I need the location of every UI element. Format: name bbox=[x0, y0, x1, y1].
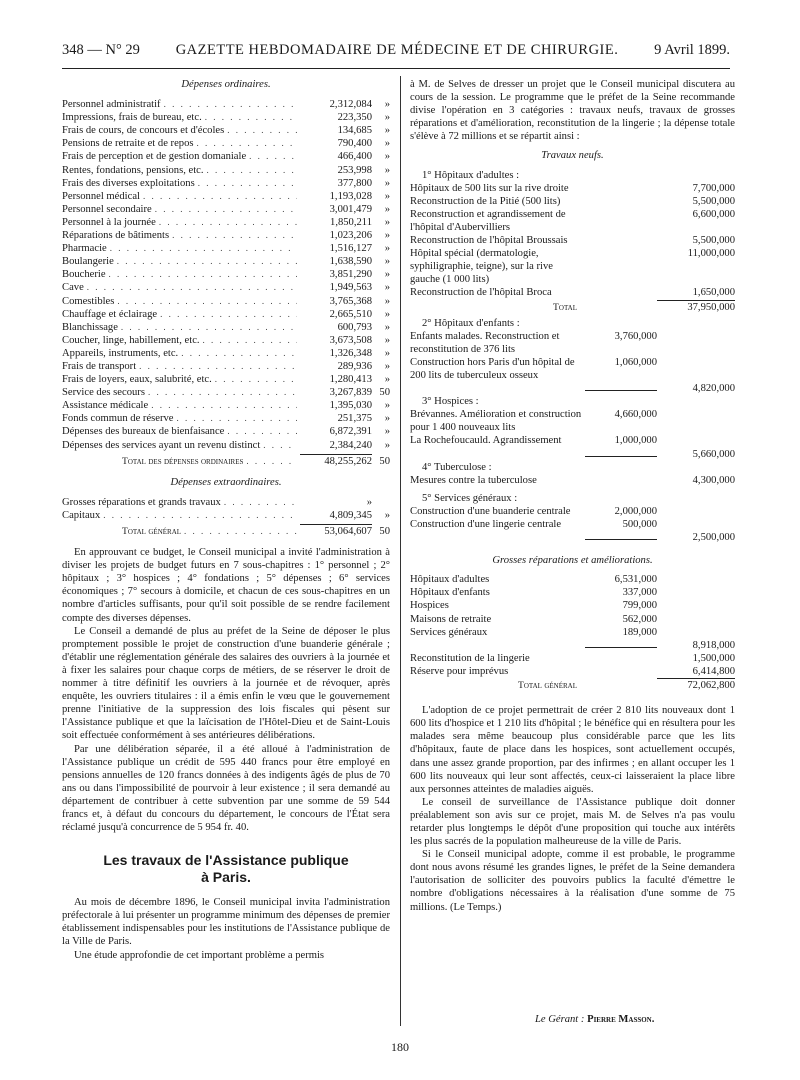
article-title-line2: à Paris. bbox=[201, 869, 251, 886]
works-row bbox=[410, 665, 735, 678]
leader-dots bbox=[160, 308, 297, 321]
ledger-row bbox=[62, 373, 390, 386]
ledger-unit: » bbox=[384, 321, 390, 333]
leader-dots bbox=[177, 412, 297, 425]
leader-dots bbox=[121, 321, 297, 334]
ledger-row bbox=[62, 137, 390, 150]
ledger-unit: 50 bbox=[379, 387, 390, 399]
works-row bbox=[410, 234, 735, 247]
works-row bbox=[410, 599, 735, 612]
ledger-value: 1,516,127 bbox=[329, 243, 372, 255]
ledger-label: Frais de perception et de gestion domaniale bbox=[62, 151, 247, 163]
leader-dots bbox=[181, 347, 297, 360]
ordinary-total-label: Total des dépenses ordinaires bbox=[122, 455, 244, 467]
leader-dots bbox=[159, 216, 297, 229]
works-row bbox=[410, 652, 735, 665]
ledger-unit: » bbox=[384, 439, 390, 451]
works-label: Mesures contre la tuberculose bbox=[410, 474, 537, 486]
works-label: La Rochefoucauld. Agrandissement bbox=[410, 435, 562, 447]
ledger-label: Capitaux bbox=[62, 509, 101, 521]
ledger-label: Boulangerie bbox=[62, 256, 114, 268]
paragraph: Par une délibération séparée, il a été alloué à l'administration de l'Assistance publique un crédit de 595 440 francs pour être employé en pensions annuelles de 120 francs données à des indigents âgés de plus de 70 ans ou dans l'impossibilité de pourvoir à leur existence ; il sera demandé au département de contribuer à cette subvention par une somme de 59 544 francs et, à défaut du concours du département, le concours de l'État sera réclamé jusqu'à concurrence de 5 954 fr. 40. bbox=[62, 743, 390, 834]
grand-total-label: Total général bbox=[122, 526, 182, 537]
ledger-value: 3,673,508 bbox=[329, 334, 372, 346]
ledger-unit: » bbox=[384, 243, 390, 255]
ledger-value: 3,001,479 bbox=[329, 203, 372, 215]
leader-dots bbox=[227, 425, 297, 438]
paragraph: Le conseil de surveillance de l'Assistance publique doit donner préalablement son avis sur ce projet, mais M. de Selves n'a pas voulu retarder plus longtemps le dépôt d'une proposition qui touche aux intérêts les plus sacrés de la population malheureuse de la ville de Paris. bbox=[410, 796, 735, 848]
leader-dots bbox=[155, 203, 297, 216]
group1-total-value: 37,950,000 bbox=[657, 300, 735, 314]
ledger-row bbox=[62, 98, 390, 111]
works-row bbox=[410, 195, 735, 208]
page-number: 348 — N° 29 bbox=[62, 42, 140, 58]
leader-dots bbox=[103, 509, 297, 522]
ledger-row bbox=[62, 334, 390, 347]
works-label: Hôpitaux d'adultes bbox=[410, 574, 490, 586]
ledger-value: 466,400 bbox=[337, 151, 372, 163]
ledger-unit: » bbox=[384, 374, 390, 386]
ledger-row bbox=[62, 124, 390, 137]
article-title bbox=[62, 852, 390, 886]
ledger-row bbox=[62, 164, 390, 177]
extraordinary-expenses-table bbox=[62, 496, 390, 522]
ledger-label: Personnel à la journée bbox=[62, 216, 156, 228]
ordinary-expenses-table bbox=[62, 98, 390, 452]
ledger-unit: » bbox=[384, 360, 390, 372]
ledger-unit: » bbox=[384, 203, 390, 215]
ledger-unit: » bbox=[384, 334, 390, 346]
leader-dots bbox=[263, 439, 297, 452]
ledger-label: Dépenses des services ayant un revenu distinct bbox=[62, 439, 261, 451]
ledger-label: Coucher, linge, habillement, etc. bbox=[62, 334, 200, 346]
ledger-row bbox=[62, 347, 390, 360]
works-label: Hôpital spécial (dermatologie, syphiligraphie, teigne), sur la rive gauche (1 000 lits) bbox=[410, 248, 553, 286]
ledger-unit: » bbox=[384, 151, 390, 163]
works-value: 1,500,000 bbox=[692, 652, 735, 664]
leader-dots bbox=[117, 295, 297, 308]
ledger-label: Impressions, frais de bureau, etc. bbox=[62, 112, 202, 124]
ledger-unit: » bbox=[384, 138, 390, 150]
column-divider bbox=[400, 76, 401, 1026]
works-label: Enfants malades. Reconstruction et reconstitution de 376 lits bbox=[410, 330, 560, 355]
ledger-label: Service des secours bbox=[62, 387, 145, 399]
group1-total-row bbox=[410, 300, 735, 314]
group1-total-label: Total bbox=[553, 301, 577, 313]
ledger-row bbox=[62, 216, 390, 229]
group4-table bbox=[410, 474, 735, 487]
group1-table bbox=[410, 182, 735, 300]
works-label: Hôpitaux d'enfants bbox=[410, 587, 490, 599]
ledger-value: 4,809,345 bbox=[329, 509, 372, 521]
ledger-label: Blanchissage bbox=[62, 321, 118, 333]
repairs-table bbox=[410, 573, 735, 638]
ledger-row bbox=[62, 111, 390, 124]
works-value: 3,760,000 bbox=[614, 330, 657, 342]
works-value: 1,650,000 bbox=[692, 287, 735, 299]
group3-table bbox=[410, 408, 735, 447]
ledger-label: Boucherie bbox=[62, 269, 106, 281]
ledger-label: Frais des diverses exploitations bbox=[62, 177, 195, 189]
works-label: Réserve pour imprévus bbox=[410, 665, 509, 677]
works-label: Reconstruction de l'hôpital Broca bbox=[410, 287, 552, 299]
signature-prefix: Le Gérant : bbox=[535, 1014, 585, 1025]
works-label: Hôpitaux de 500 lits sur la rive droite bbox=[410, 182, 569, 194]
ordinary-total-unit: 50 bbox=[379, 455, 390, 467]
ledger-value: 1,023,206 bbox=[329, 230, 372, 242]
group5-table bbox=[410, 505, 735, 531]
works-value: 337,000 bbox=[622, 587, 657, 599]
left-body-text bbox=[62, 546, 390, 834]
signature bbox=[535, 1014, 654, 1025]
grand-total-value: 53,064,607 bbox=[300, 524, 372, 538]
ledger-unit: » bbox=[384, 413, 390, 425]
new-works-title: Travaux neufs. bbox=[541, 150, 604, 162]
ledger-unit: » bbox=[384, 164, 390, 176]
right-body-text bbox=[410, 704, 735, 914]
ledger-value: 1,638,590 bbox=[329, 256, 372, 268]
leader-dots bbox=[246, 455, 297, 468]
ledger-label: Fonds commun de réserve bbox=[62, 413, 174, 425]
leader-dots bbox=[197, 137, 298, 150]
ledger-unit: » bbox=[384, 426, 390, 438]
ledger-label: Personnel médical bbox=[62, 190, 140, 202]
ledger-unit: » bbox=[384, 400, 390, 412]
ledger-label: Pharmacie bbox=[62, 243, 107, 255]
ledger-label: Pensions de retraite et de repos bbox=[62, 138, 194, 150]
works-row bbox=[410, 474, 735, 487]
ledger-label: Chauffage et éclairage bbox=[62, 308, 158, 320]
ledger-row bbox=[62, 229, 390, 242]
ledger-unit: » bbox=[384, 190, 390, 202]
group2-title: 2° Hôpitaux d'enfants : bbox=[422, 317, 520, 329]
ledger-value: 1,850,211 bbox=[330, 216, 372, 228]
group2-total-row bbox=[410, 382, 735, 395]
ledger-unit: » bbox=[384, 282, 390, 294]
ledger-unit: » bbox=[384, 177, 390, 189]
paragraph: Le Conseil a demandé de plus au préfet de la Seine de déposer le plus promptement possible le projet de construction d'une buanderie générale ; d'établir une réglementation générale des salaires des ouvriers à la journée et à fixer les salaires pour chaque corps de métiers, de se réserver le droit de nommer à titre définitif les ouvriers à la journée et de révoquer, après enquête, les ouvriers titulaires : il a émis enfin le vœu que le gouvernement prenne l'initiative de la suppression des lois fiscales qui pèsent sur l'Assistance publique et que la laïcisation de l'Hôtel-Dieu et de Saint-Louis soit effectuée conformément à ses antérieures délibérations. bbox=[62, 625, 390, 742]
leader-dots bbox=[184, 525, 297, 538]
ledger-value: 790,400 bbox=[337, 138, 372, 150]
group3-title: 3° Hospices : bbox=[422, 396, 479, 408]
ledger-row bbox=[62, 203, 390, 216]
works-label: Hospices bbox=[410, 600, 449, 612]
works-row bbox=[410, 208, 735, 234]
works-label: Reconstruction de la Pitié (500 lits) bbox=[410, 195, 561, 207]
ledger-label: Comestibles bbox=[62, 295, 115, 307]
works-label: Brévannes. Amélioration et construction pour 1 400 nouveaux lits bbox=[410, 409, 582, 434]
works-value: 189,000 bbox=[622, 626, 657, 638]
repairs-total-value: 72,062,800 bbox=[657, 678, 735, 692]
ledger-row bbox=[62, 412, 390, 425]
ledger-value: 2,312,084 bbox=[329, 99, 372, 111]
ledger-row bbox=[62, 281, 390, 294]
repairs-subtotal-value: 8,918,000 bbox=[692, 639, 735, 651]
right-intro-paragraph: à M. de Selves de dresser un projet que le Conseil municipal discutera au cours de la session. Le programme que le préfet de la Seine recommande divise l'opération en 3 catégories : travaux neufs, travaux de grosses réparations et d'amélioration, reconstitution de la lingerie ; la dépense totale s'élève à 72 millions et se répartit ainsi : bbox=[410, 79, 735, 143]
works-row bbox=[410, 330, 735, 356]
works-value: 1,000,000 bbox=[614, 435, 657, 447]
works-row bbox=[410, 408, 735, 434]
leader-dots bbox=[143, 190, 297, 203]
ledger-unit: » bbox=[384, 99, 390, 111]
works-row bbox=[410, 505, 735, 518]
left-column bbox=[62, 78, 390, 962]
works-row bbox=[410, 247, 735, 286]
repairs-total-label: Total général bbox=[517, 680, 577, 692]
ledger-value: 223,350 bbox=[337, 112, 372, 124]
ledger-label: Dépenses des bureaux de bienfaisance bbox=[62, 426, 225, 438]
grand-total-row bbox=[62, 524, 390, 538]
group4-title: 4° Tuberculose : bbox=[422, 461, 492, 473]
ledger-value: 253,998 bbox=[337, 164, 372, 176]
ledger-label: Grosses réparations et grands travaux bbox=[62, 496, 221, 508]
ledger-unit: » bbox=[384, 509, 390, 521]
leader-dots bbox=[117, 255, 297, 268]
ledger-value: 600,793 bbox=[337, 321, 372, 333]
right-column bbox=[410, 78, 735, 914]
leader-dots bbox=[172, 229, 297, 242]
works-label: Reconstruction et agrandissement de l'hôpital d'Aubervilliers bbox=[410, 208, 566, 233]
ledger-row bbox=[62, 496, 390, 509]
paragraph: En approuvant ce budget, le Conseil municipal a invité l'administration à diviser les projets de budget futurs en 7 sous-chapitres : 1° personnel ; 2° hôpitaux ; 3° hospices ; 4° fondations ; 5° dépenses ; 6° services économiques ; 7° secours à domicile, et chacun de ces sous-chapitres en un nombre d'articles suffisants, pour qu'il soit possible de se rendre facilement compte des diverses dépenses. bbox=[62, 547, 390, 624]
works-row bbox=[410, 586, 735, 599]
ledger-label: Appareils, instruments, etc. bbox=[62, 347, 179, 359]
leader-dots bbox=[110, 242, 297, 255]
works-value: 1,060,000 bbox=[614, 356, 657, 368]
leader-dots bbox=[227, 124, 297, 137]
ledger-unit: » bbox=[384, 256, 390, 268]
article-body-text bbox=[62, 896, 390, 961]
ledger-row bbox=[62, 386, 390, 399]
repairs-title: Grosses réparations et améliorations. bbox=[492, 555, 653, 567]
ledger-unit: » bbox=[384, 347, 390, 359]
leader-dots bbox=[207, 164, 297, 177]
ledger-row bbox=[62, 308, 390, 321]
group2-total-value: 4,820,000 bbox=[692, 383, 735, 395]
folio-number: 180 bbox=[391, 1040, 409, 1054]
ledger-value: 1,280,413 bbox=[329, 374, 372, 386]
repairs-total-row bbox=[410, 678, 735, 692]
group5-total-row bbox=[410, 531, 735, 544]
leader-dots bbox=[203, 334, 297, 347]
works-row bbox=[410, 626, 735, 639]
ledger-label: Frais de cours, de concours et d'écoles bbox=[62, 125, 225, 137]
works-value: 5,500,000 bbox=[692, 195, 735, 207]
ledger-unit: » bbox=[384, 295, 390, 307]
extraordinary-expenses-title: Dépenses extraordinaires. bbox=[170, 476, 282, 488]
ordinary-total-value: 48,255,262 bbox=[300, 454, 372, 468]
ledger-value: 2,384,240 bbox=[329, 439, 372, 451]
ordinary-expenses-title: Dépenses ordinaires. bbox=[181, 79, 271, 90]
grand-total-unit: 50 bbox=[379, 526, 390, 537]
ledger-row bbox=[62, 242, 390, 255]
works-value: 5,500,000 bbox=[692, 235, 735, 247]
works-label: Reconstruction de l'hôpital Broussais bbox=[410, 235, 568, 247]
works-value: 2,000,000 bbox=[614, 505, 657, 517]
ledger-label: Réparations de bâtiments bbox=[62, 230, 170, 242]
leader-dots bbox=[139, 360, 297, 373]
ledger-row bbox=[62, 509, 390, 522]
works-value: 799,000 bbox=[622, 600, 657, 612]
paragraph: Si le Conseil municipal adopte, comme il est probable, le programme dont nous avons résumé les grandes lignes, le préfet de la Seine demandera l'autorisation de solliciter des pouvoirs publics la faculté d'émettre le nombre d'obligations nécessaires à la réalisation d'une somme de 75 millions. (Le Temps.) bbox=[410, 849, 735, 913]
works-label: Services généraux bbox=[410, 626, 488, 638]
ledger-row bbox=[62, 360, 390, 373]
ledger-value: 6,872,391 bbox=[329, 426, 372, 438]
leader-dots bbox=[109, 268, 297, 281]
ledger-unit: » bbox=[384, 216, 390, 228]
ledger-value: 1,395,030 bbox=[329, 400, 372, 412]
works-value: 500,000 bbox=[622, 519, 657, 530]
ledger-label: Assistance médicale bbox=[62, 400, 149, 412]
works-value: 6,414,800 bbox=[692, 665, 735, 677]
ledger-value: 1,949,563 bbox=[329, 282, 372, 294]
ledger-label: Rentes, fondations, pensions, etc. bbox=[62, 164, 204, 176]
ledger-value: 2,665,510 bbox=[329, 308, 372, 320]
works-value: 4,660,000 bbox=[614, 409, 657, 421]
ledger-label: Frais de transport bbox=[62, 360, 137, 372]
ledger-value: 3,851,290 bbox=[329, 269, 372, 281]
works-value: 11,000,000 bbox=[687, 248, 735, 260]
works-label: Construction d'une lingerie centrale bbox=[410, 519, 562, 530]
signature-name: Pierre Masson. bbox=[587, 1014, 655, 1025]
ledger-unit: » bbox=[384, 269, 390, 281]
ledger-unit: » bbox=[384, 308, 390, 320]
works-label: Construction hors Paris d'un hôpital de 200 lits de tuberculeux osseux bbox=[410, 356, 575, 381]
works-label: Reconstitution de la lingerie bbox=[410, 652, 530, 664]
repairs-subtotal-row bbox=[410, 639, 735, 652]
ledger-label: Frais de loyers, eaux, salubrité, etc. bbox=[62, 374, 212, 386]
group1-title: 1° Hôpitaux d'adultes : bbox=[422, 169, 520, 181]
ledger-label: Personnel secondaire bbox=[62, 203, 152, 215]
repairs-extra-table bbox=[410, 652, 735, 678]
article-title-line1: Les travaux de l'Assistance publique bbox=[103, 852, 349, 869]
ledger-value: 1,326,348 bbox=[329, 347, 372, 359]
leader-dots bbox=[249, 150, 297, 163]
ledger-unit: » bbox=[384, 230, 390, 242]
works-value: 6,600,000 bbox=[692, 208, 735, 220]
ledger-value: 289,936 bbox=[337, 360, 372, 372]
works-label: Maisons de retraite bbox=[410, 613, 492, 625]
ledger-row bbox=[62, 255, 390, 268]
ledger-row bbox=[62, 439, 390, 452]
ledger-row bbox=[62, 268, 390, 281]
ledger-label: Personnel administratif bbox=[62, 99, 161, 111]
works-row bbox=[410, 182, 735, 195]
ledger-value: » bbox=[366, 496, 372, 508]
paragraph: L'adoption de ce projet permettrait de créer 2 810 lits nouveaux dont 1 600 lits d'hospice et 1 210 lits d'hôpital ; le bénéfice qui en résultera pour les malades sera même beaucoup plus considérable parce que les lits d'hôpitaux, faute de place dans les hospices, sont actuellement occupés, dans une assez grande proportion, par des infirmes ; en allant occuper les 1 600 lits nouveaux qui leur sont affectés, ceux-ci laisseraient la place libre aux personnes atteintes de maladies aiguës. bbox=[410, 705, 735, 795]
works-value: 6,531,000 bbox=[614, 574, 657, 586]
group5-total-value: 2,500,000 bbox=[692, 532, 735, 544]
leader-dots bbox=[164, 98, 297, 111]
works-row bbox=[410, 613, 735, 626]
leader-dots bbox=[198, 177, 297, 190]
group3-total-row bbox=[410, 448, 735, 461]
group2-table bbox=[410, 330, 735, 382]
leader-dots bbox=[151, 399, 297, 412]
works-row bbox=[410, 356, 735, 382]
ordinary-total-row bbox=[62, 454, 390, 468]
ledger-value: 3,267,839 bbox=[329, 387, 372, 399]
issue-date: 9 Avril 1899. bbox=[654, 42, 730, 58]
ledger-value: 251,375 bbox=[337, 413, 372, 425]
ledger-row bbox=[62, 321, 390, 334]
works-value: 4,300,000 bbox=[692, 474, 735, 486]
ledger-unit: » bbox=[384, 112, 390, 124]
works-value: 562,000 bbox=[622, 613, 657, 625]
group3-total-value: 5,660,000 bbox=[692, 448, 735, 460]
group5-title: 5° Services généraux : bbox=[422, 492, 518, 504]
leader-dots bbox=[215, 373, 297, 386]
leader-dots bbox=[148, 386, 297, 399]
journal-title: GAZETTE HEBDOMADAIRE DE MÉDECINE ET DE CHIRURGIE. bbox=[175, 42, 619, 58]
works-row bbox=[410, 518, 735, 531]
ledger-value: 134,685 bbox=[337, 125, 372, 137]
ledger-row bbox=[62, 425, 390, 438]
ledger-value: 377,800 bbox=[337, 177, 372, 189]
ledger-row bbox=[62, 190, 390, 203]
ledger-row bbox=[62, 177, 390, 190]
works-row bbox=[410, 434, 735, 447]
leader-dots bbox=[205, 111, 297, 124]
leader-dots bbox=[224, 496, 297, 509]
leader-dots bbox=[87, 281, 297, 294]
ledger-unit: » bbox=[384, 125, 390, 137]
running-header bbox=[62, 42, 730, 69]
ledger-label: Cave bbox=[62, 282, 84, 294]
ledger-row bbox=[62, 295, 390, 308]
works-label: Construction d'une buanderie centrale bbox=[410, 505, 571, 517]
ledger-value: 3,765,368 bbox=[329, 295, 372, 307]
ledger-row bbox=[62, 150, 390, 163]
paragraph: Une étude approfondie de cet important problème a permis bbox=[74, 949, 325, 961]
ledger-value: 1,193,028 bbox=[329, 190, 372, 202]
works-row bbox=[410, 286, 735, 299]
ledger-row bbox=[62, 399, 390, 412]
paragraph: Au mois de décembre 1896, le Conseil municipal invita l'administration préfectorale à lui présenter un programme minimum des dépenses de premier établissement indispensables pour les institutions de l'Assistance publique de la Ville de Paris. bbox=[62, 897, 390, 948]
works-row bbox=[410, 573, 735, 586]
works-value: 7,700,000 bbox=[692, 182, 735, 194]
